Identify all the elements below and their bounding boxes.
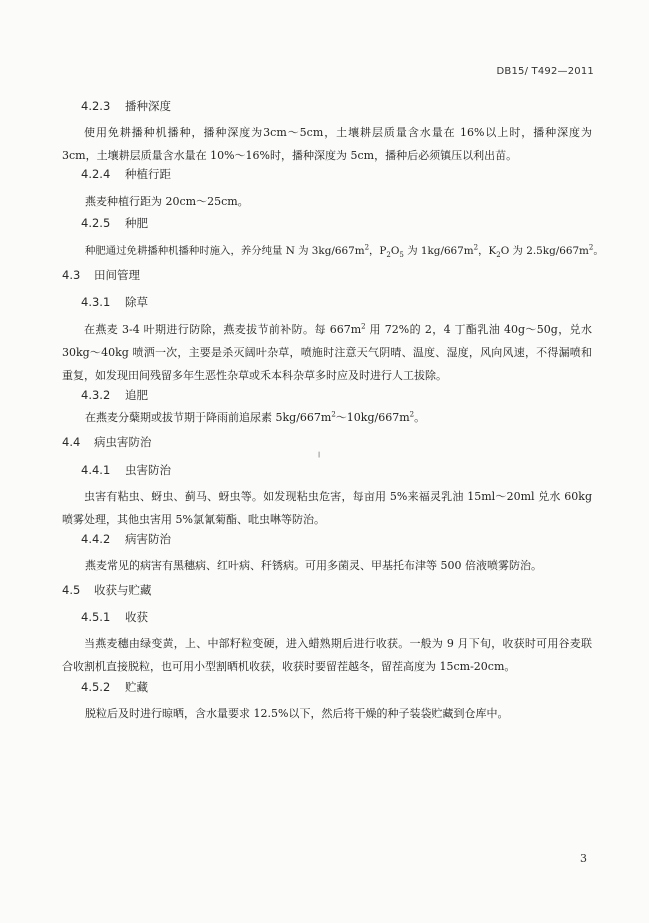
paragraph-disease-control: 燕麦常见的病害有黑穗病、红叶病、秆锈病。可用多菌灵、甲基托布津等 500 倍液喷雾防治。 <box>85 559 542 572</box>
heading-title: 除草 <box>125 295 148 309</box>
heading-4-5 <box>62 582 152 598</box>
paragraph-row-spacing: 燕麦种植行距为 20cm～25cm。 <box>85 195 249 208</box>
heading-4-2-5 <box>81 215 148 231</box>
scan-mark: ╷ <box>316 447 323 458</box>
paragraph-weeding: 在燕麦 3-4 叶期进行防除，燕麦拔节前补防。每 $667m^2$ 用 72%的 2，4 丁酯乳油 40g～50g，兑水 30kg～40kg 喷洒一次，主要是杀灭阔叶杂草，喷施时注意天气阴晴、温度、湿度，风向风速，不得漏喷和重复，如发现田间残留多年生恶性杂草或禾本科杂草多时应及时进行人工拔除。 <box>62 322 592 382</box>
paragraph-storage: 脱粒后及时进行晾晒，含水量要求 12.5%以下，然后将干燥的种子装袋贮藏到仓库中。 <box>85 707 509 720</box>
heading-number: 4.5.2 <box>81 680 111 694</box>
heading-title: 收获与贮藏 <box>94 583 152 597</box>
heading-number: 4.4.1 <box>81 463 111 477</box>
heading-4-4 <box>62 434 152 450</box>
heading-4-5-1 <box>81 609 148 625</box>
heading-number: 4.2.5 <box>81 216 111 230</box>
heading-4-5-2 <box>81 679 148 695</box>
heading-number: 4.5.1 <box>81 610 111 624</box>
heading-4-2-3 <box>81 98 171 114</box>
heading-4-3 <box>62 267 140 283</box>
heading-title: 播种深度 <box>125 99 171 113</box>
page-number: 3 <box>580 852 587 865</box>
heading-title: 种植行距 <box>125 167 171 181</box>
heading-number: 4.3.2 <box>81 388 111 402</box>
heading-title: 病虫害防治 <box>94 435 152 449</box>
heading-4-3-1 <box>81 294 148 310</box>
document-id-header: DB15/ T492—2011 <box>496 66 594 77</box>
heading-number: 4.4 <box>62 435 81 449</box>
heading-number: 4.2.4 <box>81 167 111 181</box>
heading-number: 4.2.3 <box>81 99 111 113</box>
heading-4-2-4 <box>81 166 171 182</box>
heading-number: 4.5 <box>62 583 81 597</box>
heading-title: 病害防治 <box>125 532 171 546</box>
heading-4-4-1 <box>81 462 171 478</box>
heading-title: 贮藏 <box>125 680 148 694</box>
paragraph-seed-fertilizer: 种肥通过免耕播种机播种时施入，养分纯量 N 为 $3kg/667m^2$，$P_2O_5$ 为 $1kg/667m^2$，$K_2O$ 为 $2.5kg/667m^2$。 <box>85 243 604 260</box>
paragraph-harvest: 当燕麦穗由绿变黄，上、中部籽粒变硬，进入蜡熟期后进行收获。一般为 9 月下旬，收获时可用谷麦联合收割机直接脱粒，也可用小型割晒机收获，收获时要留茬越冬，留茬高度为 15cm-20cm。 <box>62 637 592 673</box>
paragraph-pest-control: 虫害有粘虫、蚜虫、蓟马、蚜虫等。如发现粘虫危害，每亩用 5%来福灵乳油 15ml～20ml 兑水 60kg 喷雾处理，其他虫害用 5%氯氰菊酯、吡虫啉等防治。 <box>62 490 592 526</box>
heading-4-4-2 <box>81 531 171 547</box>
heading-4-3-2 <box>81 387 148 403</box>
paragraph-text: 使用免耕播种机播种，播种深度为3cm～5cm，土壤耕层质量含水量在 16%以上时，播种深度为 3cm，土壤耕层质量含水量在 10%～16%时，播种深度为 5cm，播种后必须镇压以利出苗。 <box>62 126 592 162</box>
heading-number: 4.3.1 <box>81 295 111 309</box>
heading-title: 田间管理 <box>94 268 140 282</box>
heading-number: 4.4.2 <box>81 532 111 546</box>
heading-title: 追肥 <box>125 388 148 402</box>
paragraph-top-dressing: 在燕麦分蘖期或拔节期于降雨前追尿素 $5kg/667m^2\sim 10kg/667m^2$。 <box>85 410 426 424</box>
heading-number: 4.3 <box>62 268 81 282</box>
paragraph-sowing-depth <box>62 121 592 167</box>
heading-title: 虫害防治 <box>125 463 171 477</box>
heading-title: 收获 <box>125 610 148 624</box>
heading-title: 种肥 <box>125 216 148 230</box>
